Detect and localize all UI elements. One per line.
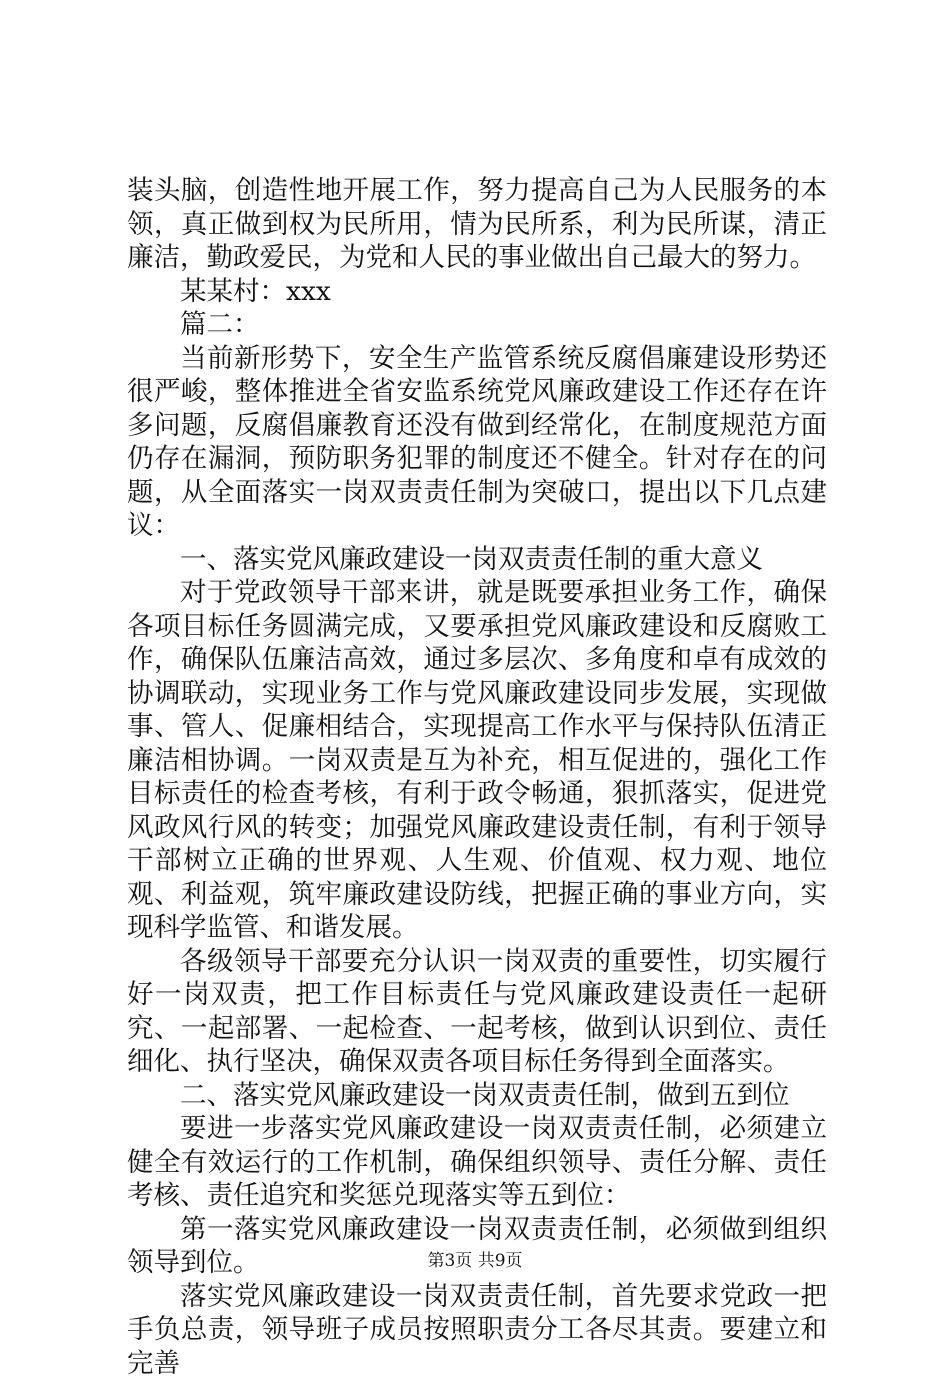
- document-body: [127, 174, 827, 1380]
- paragraph-3: 篇二：: [127, 308, 827, 342]
- page-number-footer: 第3页 共9页: [0, 1246, 950, 1271]
- paragraph-10: 第一落实党风廉政建设一岗双责责任制，必须做到组织领导到位。: [127, 1213, 827, 1280]
- paragraph-9: 要进一步落实党风廉政建设一岗双责责任制，必须建立健全有效运行的工作机制，确保组织领导、责任分解、责任考核、责任追究和奖惩兑现落实等五到位：: [127, 1112, 827, 1213]
- paragraph-2: 某某村：xxx: [127, 275, 827, 309]
- paragraph-1: 装头脑，创造性地开展工作，努力提高自己为人民服务的本领，真正做到权为民所用，情为民所系，利为民所谋，清正廉洁，勤政爱民，为党和人民的事业做出自己最大的努力。: [127, 174, 827, 275]
- paragraph-11: 落实党风廉政建设一岗双责责任制，首先要求党政一把手负总责，领导班子成员按照职责分工各尽其责。要建立和完善: [127, 1280, 827, 1380]
- paragraph-6: 对于党政领导干部来讲，就是既要承担业务工作，确保各项目标任务圆满完成，又要承担党风廉政建设和反腐败工作，确保队伍廉洁高效，通过多层次、多角度和卓有成效的协调联动，实现业务工作与党风廉政建设同步发展，实现做事、管人、促廉相结合，实现提高工作水平与保持队伍清正廉洁相协调。一岗双责是互为补充，相互促进的，强化工作目标责任的检查考核，有利于政令畅通，狠抓落实，促进党风政风行风的转变；加强党风廉政建设责任制，有利于领导干部树立正确的世界观、人生观、价值观、权力观、地位观、利益观，筑牢廉政建设防线，把握正确的事业方向，实现科学监管、和谐发展。: [127, 576, 827, 945]
- section-heading-1: 一、落实党风廉政建设一岗双责责任制的重大意义: [127, 543, 827, 577]
- paragraph-4: 当前新形势下，安全生产监管系统反腐倡廉建设形势还很严峻，整体推进全省安监系统党风廉政建设工作还存在许多问题，反腐倡廉教育还没有做到经常化，在制度规范方面仍存在漏洞，预防职务犯罪的制度还不健全。针对存在的问题，从全面落实一岗双责责任制为突破口，提出以下几点建议：: [127, 342, 827, 543]
- paragraph-7: 各级领导干部要充分认识一岗双责的重要性，切实履行好一岗双责，把工作目标责任与党风廉政建设责任一起研究、一起部署、一起检查、一起考核，做到认识到位、责任细化、执行坚决，确保双责各项目标任务得到全面落实。: [127, 945, 827, 1079]
- section-heading-2: 二、落实党风廉政建设一岗双责责任制，做到五到位: [127, 1079, 827, 1113]
